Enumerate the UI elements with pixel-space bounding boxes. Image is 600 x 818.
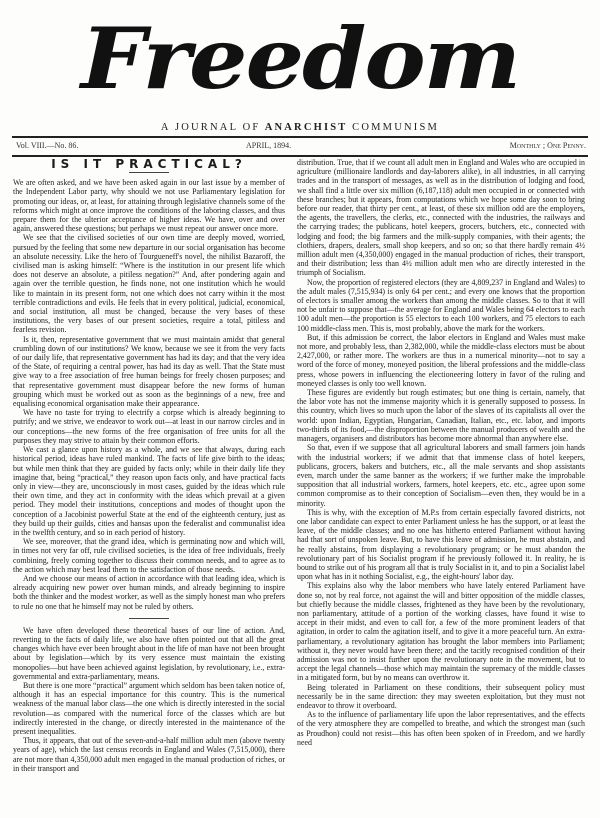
title-divider	[129, 172, 169, 173]
paragraph: And we choose our means of action in accordance with that leading idea, which is already acquiring new power over human minds, and already beginning to inspire both the thinker and the modest worker, as well as the simply honest man who prefers to rule no one that he himself may not be ruled by others.	[13, 573, 285, 611]
paragraph: Now, the proportion of registered electors (they are 4,809,237 in England and Wales) to the adult males (7,515,934) is only 64 per cent.; and every one knows that the proportion of electors is smaller among the workers than among the middle classes. So to that it will not be unfair to suppose that—the average for England and Wales being 64 electors to each 100 adult men—the proportion is 55 electors to each 100 workers, and 75 electors to each 100 middle-class men. This is, most probably, above the mark for the workers.	[297, 277, 585, 333]
issue-bar	[16, 141, 586, 153]
paragraph: So that, even if we suppose that all agricultural laborers and small farmers join hands with the industrial workers; if we admit that that immense class of hotel keepers, publicans, grocers, bakers and butchers, etc., all the male servants and shop assistants even, march under the same banner as the workers; if we further make the improbable supposition that all industrial workers, farmers, hotel keepers, etc. etc., agree upon some common compromise as to their conception of Socialism—even then, they would be in a minority.	[297, 443, 585, 508]
paragraph: We have often developed these theoretical bases of our line of action. And, reverting to the facts of daily life, we also have often pointed out that all the great changes which have ever been brought about in the life of man have not been brought about by legislation—which by its very essence must maintain the existing monopolies—but have been achieved against legislation, by revolutionary, i.e., extra-governmental and extra-parliamentary, means.	[13, 625, 285, 681]
section-divider	[129, 618, 169, 619]
paragraph: Thus, it appears, that out of the seven-and-a-half million adult men (above twenty years of age), which the last census records in England and Wales (7,515,000), there are not more than 4,350,000 adult men engaged in the manual production of riches, or in their transport and	[13, 736, 285, 773]
paragraph: We see that the civilised societies of our own time are deeply moved, worried, pursued by the feeling that some new departure in our social organisation has become an absolute necessity. Like the hero of Tourgueneff's novel, the nihilist Bazaroff, the civilised man is asking himself: “Where is the institution in our present life which does not deserve an absolute, a pitiless negation?” And, after pondering again and again over the terrible question, he finds none, not one institution which he would like to maintain in its present form, not one which does not carry within it the most terrible contradictions and evils. He feels that in every political, judicial, economical, and social institution, all must be changed, because the very bases of these institutions, the very bases of our present societies, require a total, pitiless and fearless revision.	[13, 233, 285, 335]
newspaper-title: Freedom	[80, 8, 520, 108]
subtitle-part-1: A JOURNAL OF	[160, 122, 261, 133]
paragraph: As to the influence of parliamentary life upon the labor representatives, and the effects of the very atmosphere they are compelled to breathe, and which the strongest man (such as Proudhon) could not resist—this has often been spoken of in Freedom, and we hardly need	[297, 710, 585, 747]
paragraph: distribution. True, that if we count all adult men in England and Wales who are occupied in agriculture (millionaire landlords and day-laborers alike), in all industries, in all carrying trades and in the transport of messages, as well as in the distribution of lodging and food, we shall find a little over six million (6,187,118) adult men occupied in or connected with these branches; but it appears, from computations which we hope some day soon to bring before our reader, that thirty per cent., at least, of these six million odd are the employers, the agents, the travellers, the clerks, etc., connected with the industries, the railways and the carrying trades; the publicans, hotel keepers, grocers, butchers, etc., connected with lodging and food; the big farmers and the milk-supply companies, with their agents; the clothiers, drapers, dealers, small shop keepers, and so on; so that there hardly remain 4½ million adult men (4,350,000) engaged in the manual production of riches, their transport, and their distribution; less than 4½ million adult men who are directly interested in the triumph of Socialism.	[297, 158, 585, 278]
issue-price: Monthly ; One Penny.	[509, 141, 586, 150]
paragraph: We are often asked, and we have been asked again in our last issue by a member of the Independent Labor party, why should we not use Parliamentary legislation for promoting our ideas, or, at least, for attaining through legislative channels some of the reforms which might at once improve the conditions of the laboring classes, and thus prepare them for the ulterior acceptance of higher ideas. We have, over and over again, answered these questions; but perhaps we must repeat our answer once more.	[13, 178, 285, 234]
paragraph: These figures are evidently but rough estimates; but one thing is certain, namely, that the labor vote has not the immense majority which it is generally supposed to possess. In this country, which lives so much upon the labor of the slaves of its capitalists all over the world: upon Indian, Egyptian, Hungarian, Canadian, Italian, etc., etc. labor, and imports two-thirds of its food,—the disproportion between the manual producers of wealth and the managers, organisers and distributors has become more abnormal than anywhere else.	[297, 388, 585, 444]
paragraph: We cast a glance upon history as a whole, and we see that always, during each historical period, ideas have ruled mankind. The facts of life give birth to the ideas; but while men think that they are guided by facts only; while in their daily life they imagine that, being “practical,” they reason upon facts only, and have practical facts only in view—they are, unconsciously in most cases, guided by the ideas which rule their own time, and they act in conformity with the ideas which prevail at a given period. They model their institutions, conceptions and modes of thought upon the conception of a Jacobinist powerful State at the end of the eighteenth century, just as they build up their guilds, cities and hansas upon the federalist and communalist idea in the twelfth century, and so in each period of history.	[13, 445, 285, 537]
issue-volume: Vol. VIII.—No. 86.	[16, 141, 79, 150]
paragraph: But, if this admission be correct, the labor electors in England and Wales must make not more, and probably less, than 2,382,000, while the middle-class electors must be about 2,427,000, or rather more. The workers are thus in a numerical minority—not to say a word of the force of money, moneyed position, the liberal professions and the middle-class press, whose powers in influencing the electioneering lottery in favor of the ruling and moneyed classes is only too well known.	[297, 332, 585, 388]
paragraph: Being tolerated in Parliament on these conditions, their subsequent policy must necessarily be in the same direction: they may sweeten exploitation, but they must not endeavor to throw it overboard.	[297, 682, 585, 710]
masthead-rule	[12, 136, 588, 138]
article-title: IS IT PRACTICAL?	[51, 157, 247, 171]
paragraph: But there is one more “practical” argument which seldom has been taken notice of, although it has an especial importance for this country. This is the numerical weakness of the manual labor class—the one which is directly interested in the social revolution—as compared with the numerical force of the classes which are but indirectly interested in the change, or directly interested in the maintenance of the present inequalities.	[13, 680, 285, 736]
paragraph: This explains also why the labor members who have lately entered Parliament have done so, not by real force, not against the will and bitter opposition of the middle classes, but chiefly because the middle classes, frightened as they have been by the revolutionary, non parliamentary, attitude of a portion of the working classes, have found it wise to accept in their midst, and even to call for, a few of the more prominent leaders of that agitation, in order to calm the agitation itself, and to give it a more peaceful turn. An extra-parliamentary, a revolutionary agitation has brought the labor members into Parliament; without it, they never would have been there; and the tacitly recognised condition of their admission was not to insist further upon the revolutionary note in the movement, but to accept the legal channels—those which may maintain the supremacy of the middle classes in a mitigated form, but by no means can overthrow it.	[297, 581, 585, 683]
paragraph: We have no taste for trying to electrify a corpse which is already beginning to putrify; and we strive, we endeavor to work out—at least in our narrow circles and in our conceptions—the new forms of the free organisation of free units for all the purposes they may strive to attain by their common efforts.	[13, 408, 285, 445]
issue-date: APRIL, 1894.	[246, 141, 292, 150]
paragraph: This is why, with the exception of M.P.s from certain especially favored districts, not one labor candidate can expect to enter Parliament unless he has the support, or at least the leave, of the middle classes; and no one has hitherto entered Parliament without having had that sort of unspoken leave. But, to have this leave of admission, he must abstain, and he really abstains, from displaying a revolutionary program; or he must abandon the revolutionary part of his Socialist program if he previously followed it. In reality, he is bound to strike out of his program all that is truly Socialist in it, and to pin a Socialist label upon what has in it nothing Socialist, e.g., the eight-hours' labor day.	[297, 507, 585, 582]
article-column-left	[13, 157, 285, 773]
paragraph: Is it, then, representative government that we must maintain amidst that general crumbling down of our institutions? We know, because we see it from the very facts of our daily life, that representative government has had its day; and that the very idea of the State, of requiring a central power, has had its day as well. That the State must give way to a free association of free human beings for freely chosen purposes; and that representative government must disappear before the new forms of human grouping which must be worked out as soon as the beginnings of a new, free and equalising economical organisation make their appearance.	[13, 334, 285, 409]
paragraph: We see, moreover, that the grand idea, which is germinating now and which will, in times not very far off, rule civilised societies, is the idea of free individuals, freely combining, freely coming together to discuss their common needs, and to agree as to the action which may best lead them to the satisfaction of those needs.	[13, 537, 285, 574]
article-column-right	[297, 158, 585, 747]
masthead	[0, 0, 600, 115]
subtitle-part-2: ANARCHIST	[260, 122, 353, 133]
newspaper-subtitle	[0, 122, 600, 133]
subtitle-part-3: COMMUNISM	[352, 122, 440, 133]
